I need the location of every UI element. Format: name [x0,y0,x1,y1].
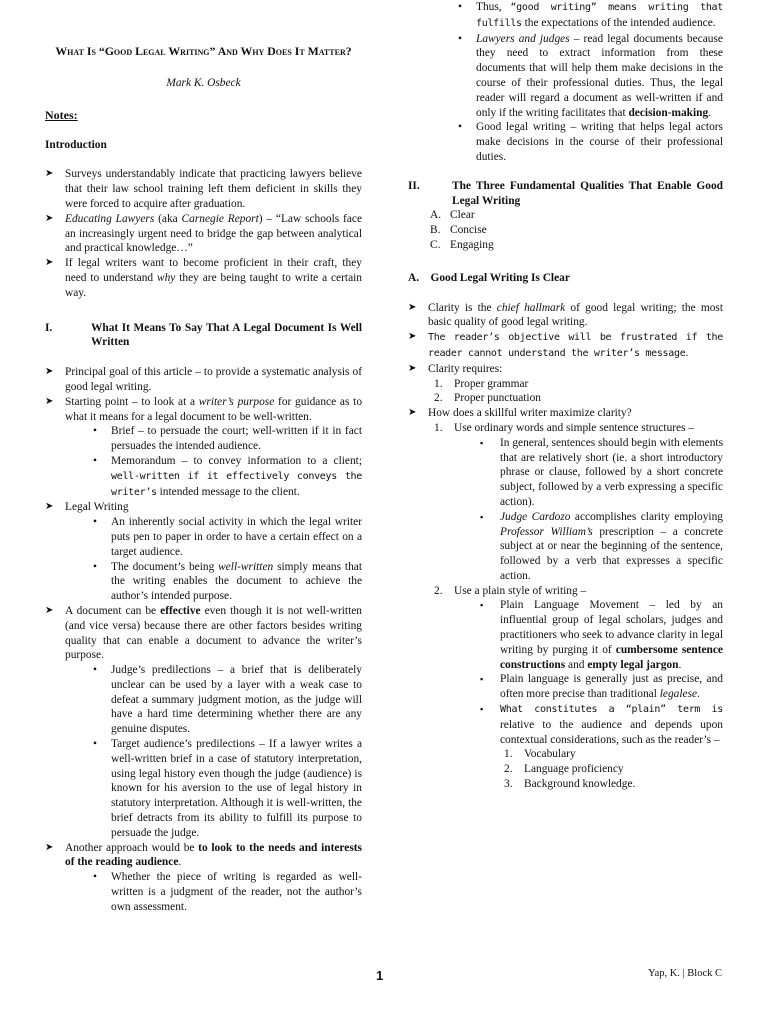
list-item: 1. Proper grammar [434,377,529,390]
list-item: 2. Proper punctuation [434,392,541,405]
section-number: I. [45,321,53,334]
audience-list [430,0,723,165]
list-item: 1. Use ordinary words and simple sentence structures – ▪ In general, sentences should begin with elements that are relatively short (ie. a short introductory phrase or clause, followed by a short concrete subject, followed by a verb expressing a specific action). ▪ Judge Cardozo accomplishes clarity employing Professor William’s prescription – a concrete subject at or near the beginning of the sentence, followed by a verb that expresses a specific action. [434,421,723,584]
purpose-list [65,424,362,500]
section-a-heading: A. Good Legal Writing Is Clear [408,271,570,284]
section-title: The Three Fundamental Qualities That Enable Good Legal Writing [452,179,723,207]
requirements-list [428,377,723,407]
right-column [408,0,724,792]
list-item: ➤ A document can be effective even though it is not well-written (and vice versa) because there are other factors besides writing quality that can enable a document to advance the writer’s purpose. • Judge’s predilections – a brief that is deliberately unclear can be used by a layer with a weak case to defeat a summary judgment motion, as the judge will have a hard time determining whether there are any genuine disputes. • Target audience’s predilections – If a lawyer writes a well-written brief in a case of statutory interpretation, using legal history even though the judge (audience) is known for his aversion to the use of legal history in statutory interpretation. Although it is well-written, the brief detracts from its ability to fulfill its purpose to persuade the judge. [45,604,362,841]
list-item: ➤ Educating Lawyers (aka Carnegie Report) – “Law schools face an increasingly urgent need to bridge the gap between analytical and practical knowledge…” [45,212,362,256]
list-item: ➤ Another approach would be to look to the needs and interests of the reading audience. • Whether the piece of writing is regarded as well-written is a judgment of the reader, not the author’s own assessment. [45,841,362,915]
list-item: • Good legal writing – writing that helps legal actors make decisions in the course of their professional duties. [456,120,723,164]
section-title: What It Means To Say That A Legal Document Is Well Written [91,321,362,349]
list-item: ➤ The reader’s objective will be frustrated if the reader cannot understand the writer’s message. [408,330,723,362]
methods-list [428,421,723,792]
notes-label: Notes: [45,107,78,122]
list-item: ➤ Principal goal of this article – to provide a systematic analysis of good legal writing. [45,365,362,395]
method2-sublist [454,598,723,791]
section-number: II. [408,179,420,192]
list-item: 2. Language proficiency [504,763,624,776]
list-item: ➤ Legal Writing • An inherently social activity in which the legal writer puts pen to paper in order to have a certain effect on a target audience. • The document’s being well-written simply means that the writing enables the document to achieve the author’s intended purpose. [45,500,362,604]
list-item: ▪ Plain Language Movement – led by an influential group of legal scholars, judges and practitioners who seek to advance clarity in legal writing by purging it of cumbersome sentence constructions and empty legal jargon. [478,598,723,672]
predilections-list [65,663,362,841]
intro-list [45,167,362,300]
list-item: ▪ Judge Cardozo accomplishes clarity employing Professor William’s prescription – a concrete subject at or near the beginning of the sentence, followed by a verb that expresses a specific action. [478,510,723,584]
list-item: ➤ If legal writers want to become proficient in their craft, they need to understand why they are being taught to write a certain way. [45,256,362,300]
list-item: ➤ Surveys understandably indicate that practicing lawyers believe that their law school training left them deficient in skills they were forced to acquire after graduation. [45,167,362,211]
document-title: What Is “Good Legal Writing” And Why Does It Matter? [55,44,352,58]
list-item: • Target audience’s predilections – If a lawyer writes a well-written brief in a case of statutory interpretation, using legal history even though the judge (audience) is known for his aversion to the use of legal history in statutory interpretation. Although it is well-written, the brief detracts from its ability to fulfill its purpose to persuade the judge. [91,737,362,841]
list-item: 3. Background knowledge. [504,778,636,791]
footer-author-block: Yap, K. | Block C [648,968,722,979]
list-item: A. Clear [430,209,475,222]
list-item: • Lawyers and judges – read legal documents because they need to extract information from these documents that will help them make decisions in the course of their professional duties. Thus, the legal reader will regard a document as well-written if and only if the writing facilitates that decision-making. [456,32,723,121]
list-item: ➤ How does a skillful writer maximize clarity? 1. Use ordinary words and simple sentence structures – ▪ In general, sentences should begin with elements that are relatively short (ie. a short introductory phrase or clause, followed by a short concrete subject, followed by a verb expressing a specific action). ▪ Judge Cardozo accomplishes clarity employing Professor William’s prescription – a concrete subject at or near the beginning of the sentence, followed by a verb that expresses a specific action. 2. Use a plain style of writing – ▪ Plain Language Movement – led by an influential group of legal scholars, judges and practitioners who seek to advance clarity in legal writing by purging it of cumbersome sentence constructions and empty legal jargon. ▪ Plain language is generally just as precise, and often more precise than traditional legalese. ▪ What constitutes a “plain” term is relative to the audience and depends upon contextual considerations, such as the reader’s – 1. Vocabulary 2. Language proficiency 3. Background knowledge. [408,406,723,792]
qualities-list [430,208,723,252]
left-column [45,0,362,915]
list-item: • Whether the piece of writing is regarded as well-written is a judgment of the reader, not the author’s own assessment. [91,870,362,914]
section1-list [45,365,362,914]
list-item: ▪ Plain language is generally just as precise, and often more precise than traditional legalese. [478,672,723,702]
list-item: ▪ What constitutes a “plain” term is relative to the audience and depends upon contextual considerations, such as the reader’s – 1. Vocabulary 2. Language proficiency 3. Background knowledge. [478,702,723,792]
list-item: ➤ Starting point – to look at a writer’s purpose for guidance as to what it means for a legal document to be well-written. • Brief – to persuade the court; well-written if it in fact persuades the intended audience. • Memorandum – to convey information to a client; well-written if it effectively conveys the writer’s intended message to the client. [45,395,362,501]
list-item: ➤ Clarity requires: 1. Proper grammar 2. Proper punctuation [408,362,723,406]
list-item: • Brief – to persuade the court; well-written if it in fact persuades the intended audience. [91,424,362,454]
list-item: • The document’s being well-written simply means that the writing enables the document to achieve the author’s intended purpose. [91,560,362,604]
list-item: 1. Vocabulary [504,748,576,761]
author-name: Mark K. Osbeck [166,77,241,89]
considerations-list [500,747,723,791]
clarity-list [408,301,723,792]
intro-heading: Introduction [45,138,107,151]
section-heading-1 [45,321,362,351]
list-item: ▪ In general, sentences should begin with elements that are relatively short (ie. a short introductory phrase or clause, followed by a short concrete subject, followed by a verb expressing a specific action). [478,436,723,510]
list-item: 2. Use a plain style of writing – ▪ Plain Language Movement – led by an influential group of legal scholars, judges and practitioners who seek to advance clarity in legal writing by purging it of cumbersome sentence constructions and empty legal jargon. ▪ Plain language is generally just as precise, and often more precise than traditional legalese. ▪ What constitutes a “plain” term is relative to the audience and depends upon contextual considerations, such as the reader’s – 1. Vocabulary 2. Language proficiency 3. Background knowledge. [434,584,723,792]
method1-sublist [454,436,723,584]
list-item: ➤ Clarity is the chief hallmark of good legal writing; the most basic quality of good legal writing. [408,301,723,331]
list-item: • An inherently social activity in which the legal writer puts pen to paper in order to have a certain effect on a target audience. [91,515,362,559]
list-item: C. Engaging [430,238,494,251]
page-number: 1 [376,968,384,983]
reader-judgment-list [65,870,362,914]
section-heading-2 [408,179,723,209]
list-item: B. Concise [430,224,487,237]
list-item: • Thus, “good writing” means writing that fulfills the expectations of the intended audience. [456,0,723,32]
legal-writing-list [65,515,362,604]
list-item: • Judge’s predilections – a brief that is deliberately unclear can be used by a layer with a weak case to defeat a summary judgment motion, as the judge will have a hard time determining whether there are any genuine disputes. [91,663,362,737]
list-item: • Memorandum – to convey information to a client; well-written if it effectively conveys the writer’s intended message to the client. [91,454,362,500]
